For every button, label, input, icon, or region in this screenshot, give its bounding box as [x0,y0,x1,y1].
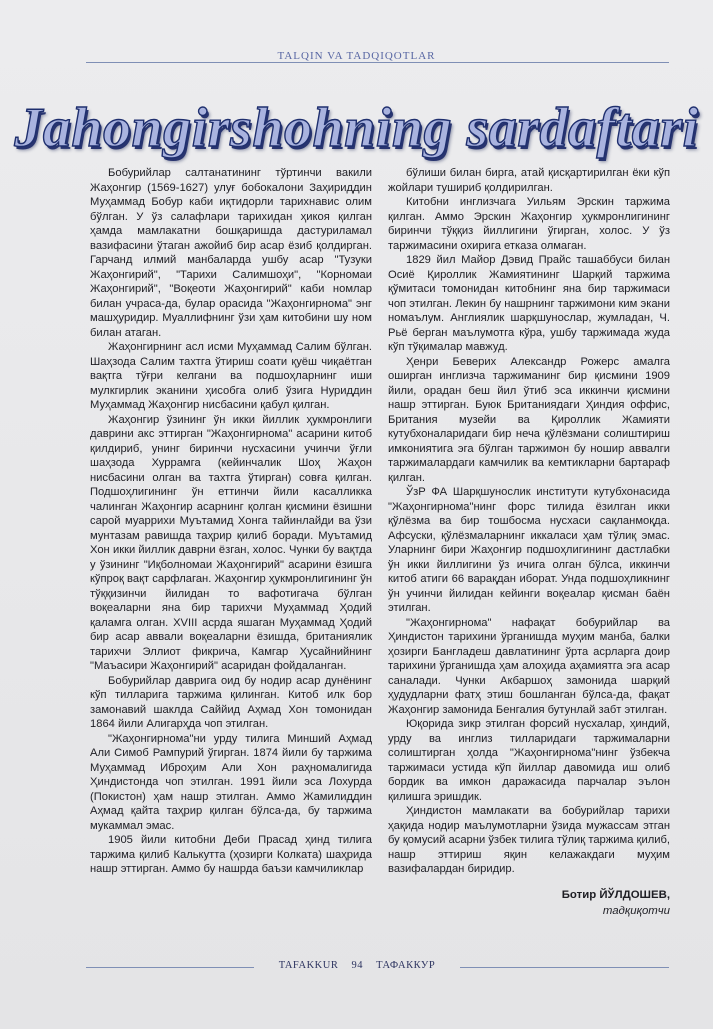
paragraph: Бобурийлар салтанатининг тўртинчи вакили Жаҳонгир (1569-1627) улуғ бобокалони Заҳириддин Муҳаммад Бобур каби иқтидорли тарихнавис олим бўлган. У ўз салафлари тарихидан ҳикоя қилган ҳамда мамлакатни бошқаришда дастуриламал вазифасини ўтаган ажойиб бир асар ёзиб қолдирган. Гарчанд илмий манбаларда ушбу асар "Тузуки Жаҳонгирий", "Тарихи Салимшоҳи", "Корномаи Жаҳонгирий", "Воқеоти Жаҳонгирий" каби номлар билан учраса-да, булар орасида "Жаҳонгирнома" энг машҳуридир. Муаллифнинг ўзи ҳам китобини шу ном билан атаган. [90,167,372,339]
paragraph: Юқорида зикр этилган форсий нусхалар, ҳиндий, урду ва инглиз тилларидаги таржималарни солиштирган ҳолда "Жаҳонгирнома"нинг ўзбекча таржимаси устида кўп йиллар давомида иш олиб бордик ва имкон даражасида парчалар эълон қилишга эришдик. [388,718,670,803]
paragraph: Китобни инглизчага Уильям Эрскин таржима қилган. Аммо Эрскин Жаҳонгир ҳукмронлигининг биринчи тўққиз йиллигини ўгирган, холос. У ўз таржимасини охирига етказа олмаган. [388,196,670,252]
paragraph: ЎзР ФА Шарқшунослик институти кутубхонасида "Жаҳонгирнома"нинг форс тилида ёзилган икки қўлёзма ва бир тошбосма нусхаси сақланмоқда. Афсуски, қўлёзмаларнинг иккаласи ҳам тўлиқ эмас. Уларнинг бири Жаҳонгир подшоҳлигининг дастлабки ўн икки йиллигини ўз ичига олган бўлса, иккинчи китоб атиги 66 варақдан иборат. Унда подшоҳликнинг ўн учинчи йилидан кейинги воқеалар қисман баён этилган. [388,486,670,614]
paragraph: Жаҳонгир ўзининг ўн икки йиллик ҳукмронлиги даврини акс эттирган "Жаҳонгирнома" асарини китоб қилдириб, унинг биринчи нусхасини учинчи ўғли шаҳзода Хуррамга (кейинчалик Шоҳ Жаҳон нисбасини олган ва тахтга ўтирган) совға қилган. Подшоҳлигининг ўн еттинчи йили касалликка чалинган Жаҳонгир асарнинг қолган қисмини ёзишни сарой муаррихи Муътамид Хонга тайинлайди ва ўзи мунтазам равишда таҳрир қилиб боради. Муътамид Хон икки йиллик даврни ёзган, холос. Чунки бу вақтда у ўзининг "Иқболномаи Жаҳонгирий" асарини ёзишга кўпроқ вақт сарфлаган. Жаҳонгир ҳукмронлигининг ўн тўққизинчи йилидан то вафотигача бўлган воқеаларни яна бир тарихчи Муҳаммад Ҳодий қаламга олган. XVIII асрда яшаган Муҳаммад Ҳодий бир асар аввали воқеаларни ёзишда, британиялик тарихчи Эллиот фикрича, Камгар Ҳусайнийнинг "Маъасири Жаҳонгирий" асаридан фойдаланган. [90,413,372,672]
signature [388,887,670,919]
paragraph: "Жаҳонгирнома" нафақат бобурийлар ва Ҳиндистон тарихини ўрганишда муҳим манба, балки ҳозирги Бангладеш давлатининг ўрта асрларга доир тарихини ўрганишда ҳам алоҳида аҳамиятга эга асар саналади. Чунки Акбаршоҳ замонида шарқий ҳудудларни фатҳ этиш бошланган бўлса-да, фақат Жаҳонгир замонида Бенгалия бутунлай забт этилган. [388,616,670,716]
footer-magazine-latin: TAFAKKUR [278,960,339,971]
footer-rule-left [86,967,254,968]
right-column [388,166,670,917]
article-title: Jahongirshohning sardaftari [14,97,699,159]
paragraph: Ҳенри Беверих Александр Рожерс амалга оширган инглизча таржиманинг бир қисмини 1909 йили, орадан беш йил ўтиб эса иккинчи қисмини нашр эттирган. Буюк Британиядаги Ҳиндия оффис, Британия музейи ва Қироллик Жамияти кутубхоналаридаги бир неча қўлёзмани солиштириш имкониятига эга бўлган таржимон бу ношир аввалги таржималардаги камчилик ва кемтикларни бартараф қилган. [388,355,670,484]
footer-magazine-cyrillic: ТАФАККУР [376,960,436,971]
paragraph: 1829 йил Майор Дэвид Прайс ташаббуси билан Осиё Қироллик Жамиятининг Шарқий таржима қўмитаси томонидан китобнинг яна бир таржимаси чоп этилган. Лекин бу нашрнинг таржимони ким экани номаълум. Англиялик шарқшунослар, жумладан, Ч. Рьё берган маълумотга кўра, ушбу таржимада жуда кўп тўқималар мавжуд. [388,254,670,353]
footer-text [262,960,452,971]
right-column-paragraphs [388,166,670,877]
article-body [90,166,670,917]
author-name: Ботир ЙЎЛДОШЕВ, [561,888,670,901]
paragraph: Ҳиндистон мамлакати ва бобурийлар тарихи ҳақида нодир маълумотларни ўзида мужассам этган бу қомусий асарни ўзбек тилига тўлиқ таржима қилиб, нашр эттириш яқин келажакдаги муҳим вазифалардан биридир. [388,805,670,875]
running-head: TALQIN VA TADQIQOTLAR [277,50,436,62]
paragraph: 1905 йили китобни Деби Прасад ҳинд тилига таржима қилиб Калькутта (ҳозирги Колката) шаҳрида нашр эттирган. Аммо бу нашрда баъзи камчиликлар [90,834,372,875]
page-number: 94 [351,960,363,971]
header-rule [86,62,669,63]
paragraph: бўлиши билан бирга, атай қисқартирилган ёки кўп жойлари тушириб қолдирилган. [388,167,670,194]
paragraph: Бобурийлар даврига оид бу нодир асар дунёнинг кўп тилларига таржима қилинган. Китоб илк бор замонавий шаклда Саййид Аҳмад Хон томонидан 1864 йили Алигарҳда чоп этилган. [90,674,372,730]
author-role: тадқиқотчи [602,904,670,917]
paragraph: Жаҳонгирнинг асл исми Муҳаммад Салим бўлган. Шаҳзода Салим тахтга ўтириш соати қуёш чиқаётган вақтга тўғри келгани ва подшоҳларнинг иши мулкгирлик эканини ҳисобга олиб ўзига Нуриддин Муҳаммад Жаҳонгир нисбасини қабул қилган. [90,341,372,411]
footer-rule-right [460,967,669,968]
left-column [90,166,372,882]
page-footer [0,960,713,974]
paragraph: "Жаҳонгирнома"ни урду тилига Минший Аҳмад Али Симоб Рампурий ўгирган. 1874 йили бу таржима Муҳаммад Иброҳим Али Хон раҳномалигида Ҳиндистонда чоп этилган. 1991 йили эса Лохурда (Покистон) ҳам нашр этилган. Аммо Жамилиддин Аҳмад қайта таҳрир қилган бўлса-да, бу таржима мукаммал эмас. [90,732,372,832]
